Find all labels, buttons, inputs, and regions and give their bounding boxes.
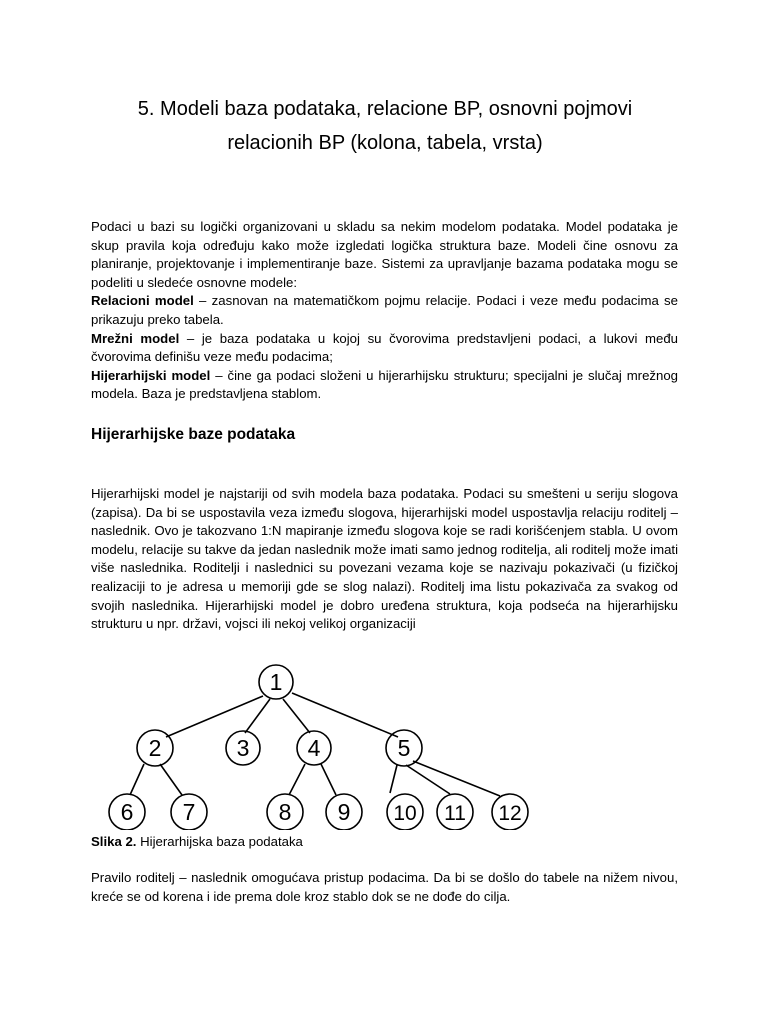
edge-4-9 [321,764,336,795]
tree-node-label: 6 [120,799,134,825]
tree-node-label: 12 [498,802,522,825]
intro-paragraph [91,218,678,404]
edge-4-8 [289,764,305,795]
tree-node-label: 7 [182,799,196,825]
hierarchy-tree-diagram [100,660,540,830]
hierarchical-model-term: Hijerarhijski model [91,367,211,383]
tree-node-label: 3 [236,735,250,761]
edge-5-11 [406,765,450,794]
tree-node-label: 8 [278,799,292,825]
intro-text: Podaci u bazi su logički organizovani u skladu sa nekim modelom podataka. Model podataka je skup pravila koja određuju kako može izgledati logička struktura baze. Modeli čine osnovu za planiranje, projektovanje i implementiranje baze. Sistemi za upravljanje bazama podataka mogu se podeliti u sledeće osnovne modele: [91,219,678,290]
edge-1-4 [283,699,310,733]
tree-node-label: 1 [269,669,283,695]
tree-node-label: 4 [307,735,321,761]
tree-node-label: 5 [397,735,411,761]
title-line-2: relacionih BP (kolona, tabela, vrsta) [227,132,543,154]
network-model-term: Mrežni model [91,330,180,346]
figure-caption-text: Hijerarhijska baza podataka [136,834,303,849]
tree-node-label: 2 [148,735,162,761]
closing-paragraph: Pravilo roditelj – naslednik omogućava pristup podacima. Da bi se došlo do tabele na nižem nivou, kreće se od korena i ide prema dole kroz stablo dok se ne dođe do cilja. [91,870,678,904]
tree-node-label: 10 [393,802,417,825]
edge-2-6 [130,764,144,795]
relational-model-text: – zasnovan na matematičkom pojmu relacije. Podaci i veze među podacima se prikazuju preko tabela. [91,293,678,327]
tree-node-label: 9 [337,799,351,825]
edge-1-3 [245,699,270,733]
section-heading: Hijerarhijske baze podataka [91,426,296,443]
figure-caption [91,834,303,849]
edge-1-2 [166,696,263,737]
figure-caption-label: Slika 2. [91,834,137,849]
section-paragraph: Hijerarhijski model je najstariji od svih modela baza podataka. Podaci su smešteni u seriju slogova (zapisa). Da bi se uspostavila veza između slogova, hijerarhijski model uspostavlja relaciju roditelj – naslednik. Ovo je takozvano 1:N mapiranje između slogova koje se radi korišćenjem stabla. U ovom modelu, relacije su takve da jedan naslednik može imati samo jednog roditelja, ali roditelj može imati više naslednika. Roditelji i naslednici su povezani vezama koje se nazivaju pokazivači (u fizičkoj realizaciji to je adresa u memoriji gde se slog nalazi). Roditelj ima listu pokazivača za svakog od svojih naslednika. Hijerarhijski model je dobro uređena struktura, koja podseća na hijerarhijsku strukturu u npr. državi, vojsci ili nekoj velikoj organizaciji [91,486,678,632]
edge-5-10 [390,765,397,793]
network-model-text: – je baza podataka u kojoj su čvorovima predstavljeni podaci, a lukovi među čvorovima definišu veze među podacima; [91,330,678,365]
page-title [60,92,710,160]
hierarchical-model-text: – čine ga podaci složeni u hijerarhijsku strukturu; specijalni je slučaj mrežnog modela. Baza je predstavljena stablom. [91,367,679,402]
title-line-1: 5. Modeli baza podataka, relacione BP, osnovni pojmovi [137,98,633,120]
tree-node-label: 11 [444,802,466,825]
edge-2-7 [160,764,182,795]
relational-model-term: Relacioni model [91,293,194,309]
